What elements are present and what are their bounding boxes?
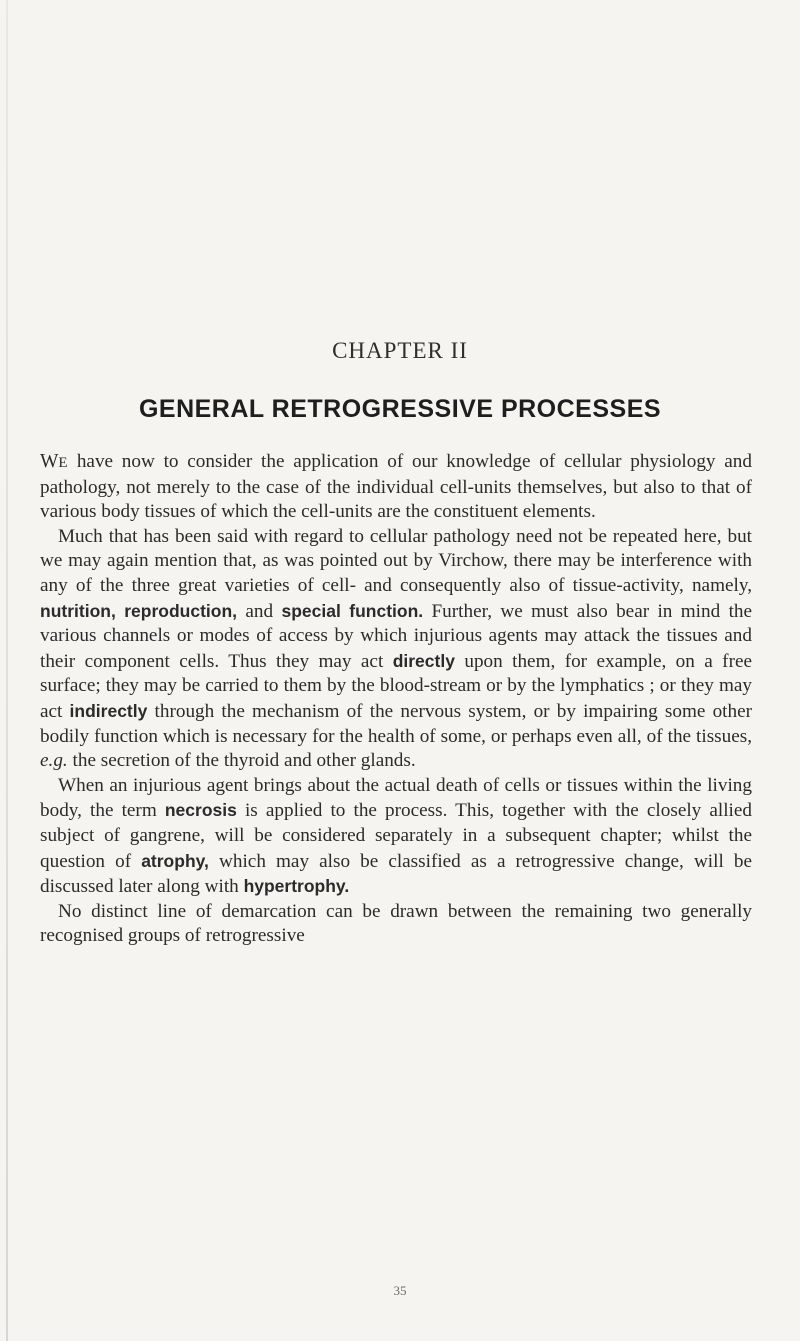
paragraph-2-text-4: upon them, for example, on a free surface; they may be carried to them by the blood-stream or by the lymphatics ; or they may act — [40, 650, 752, 722]
term-hypertrophy: hypertrophy. — [243, 876, 350, 897]
term-indirectly: indirectly — [69, 700, 148, 721]
paragraph-2-text-2: and — [237, 600, 282, 622]
paragraph-1 — [40, 450, 752, 525]
page-number: 35 — [393, 1283, 407, 1298]
term-necrosis: necrosis — [164, 800, 237, 821]
paragraph-3-text-1: When an injurious agent brings about the actual death of cells or tissues within the living body, the term — [40, 774, 752, 822]
paragraph-3 — [40, 774, 752, 900]
term-nutrition-reproduction: nutrition, reproduction, — [40, 600, 238, 621]
paragraph-1-text: have now to consider the application of our knowledge of cellular physiology and pathology, not merely to the case of the individual cell-units themselves, but also to that of various body tissues of which the cell-units are the constituent elements. — [40, 451, 752, 523]
page-binding-edge — [6, 0, 8, 1341]
paragraph-2-text-6: the secretion of the thyroid and other glands. — [67, 750, 416, 772]
term-directly: directly — [392, 650, 455, 671]
drop-initial: W — [40, 451, 59, 472]
paragraph-2 — [40, 525, 752, 774]
term-special-function: special function. — [281, 600, 424, 621]
term-atrophy: atrophy, — [141, 850, 209, 871]
paragraph-2-text-3: Further, we must also bear in mind the various channels or modes of access by which injurious agents may attack the tissues and their component cells. Thus they may act — [40, 600, 753, 672]
paragraph-2-text-1: Much that has been said with regard to cellular pathology need not be repeated here, but we may again mention that, as was pointed out by Virchow, there may be interference with any of the three great varieties of cell- and consequently also of tissue-activity, namely, — [40, 525, 752, 596]
paragraph-4-text: No distinct line of demarcation can be drawn between the remaining two generally recognised groups of retrogressive — [40, 900, 752, 947]
paragraph-3-text-2: is applied to the process. This, together with the closely allied subject of gangrene, will be considered separately in a subsequent chapter; whilst the question of — [40, 800, 752, 872]
paragraph-4 — [40, 900, 752, 949]
chapter-title: GENERAL RETROGRESSIVE PROCESSES — [138, 395, 662, 423]
paragraph-3-text-3: which may also be classified as a retrogressive change, will be discussed later along with — [40, 850, 752, 898]
chapter-label: CHAPTER II — [332, 338, 468, 363]
small-caps-rest: E — [58, 455, 69, 471]
italic-eg: e.g. — [40, 750, 68, 772]
chapter-body — [40, 450, 752, 949]
paragraph-2-text-5: through the mechanism of the nervous system, or by impairing some other bodily function which is necessary for the health of some, or perhaps even all, of the tissues, — [40, 700, 752, 747]
